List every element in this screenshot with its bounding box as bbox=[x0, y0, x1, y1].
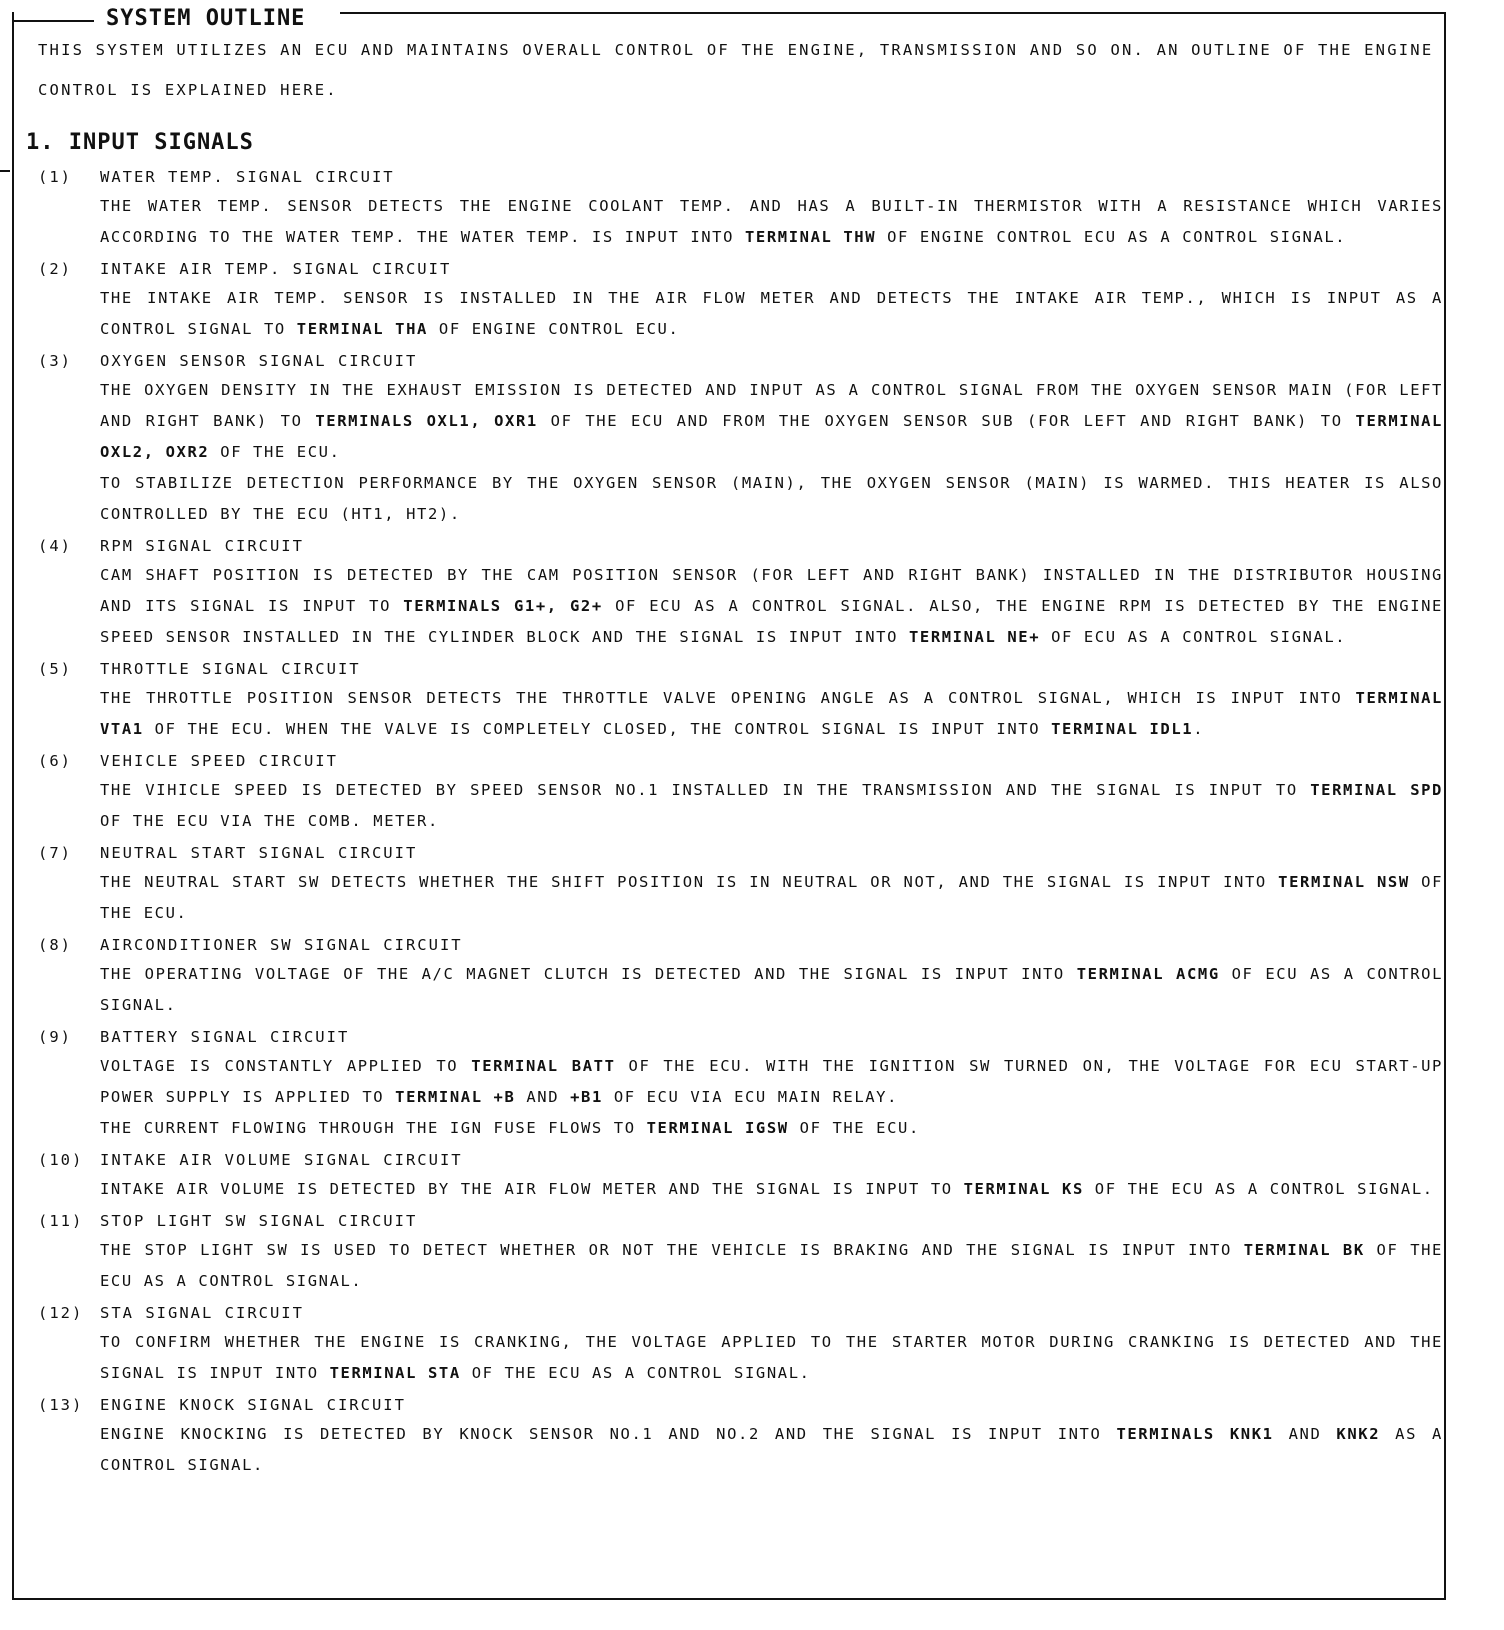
signal-item bbox=[38, 1023, 1443, 1144]
description-text: OF ENGINE CONTROL ECU AS A CONTROL SIGNAL. bbox=[876, 228, 1347, 246]
signal-item-description bbox=[100, 867, 1443, 929]
signal-item-title: INTAKE AIR VOLUME SIGNAL CIRCUIT bbox=[100, 1151, 463, 1169]
signal-item bbox=[38, 931, 1443, 1021]
signal-item-description bbox=[100, 1235, 1443, 1297]
terminal-name: TERMINAL BATT bbox=[471, 1057, 616, 1075]
description-text: OF THE ECU AS A CONTROL SIGNAL. bbox=[1083, 1180, 1434, 1198]
signal-item-heading bbox=[38, 655, 1443, 683]
signal-item-description bbox=[100, 375, 1443, 530]
description-text: THE OXYGEN DENSITY IN THE EXHAUST EMISSION IS DETECTED AND INPUT AS A CONTROL SIGNAL FROM THE OXYGEN SENSOR MAIN (FOR LEFT AND RIGHT BANK) TO bbox=[100, 381, 1443, 430]
description-text: OF ECU AS A CONTROL SIGNAL. bbox=[1040, 628, 1347, 646]
signal-item bbox=[38, 255, 1443, 345]
description-text: THE THROTTLE POSITION SENSOR DETECTS THE THROTTLE VALVE OPENING ANGLE AS A CONTROL SIGNAL, WHICH IS INPUT INTO bbox=[100, 689, 1356, 707]
signal-item-title: INTAKE AIR TEMP. SIGNAL CIRCUIT bbox=[100, 260, 452, 278]
section-title: 1. INPUT SIGNALS bbox=[26, 130, 254, 155]
signal-item-description bbox=[100, 959, 1443, 1021]
signal-item-heading bbox=[38, 255, 1443, 283]
signal-item-title: WATER TEMP. SIGNAL CIRCUIT bbox=[100, 168, 395, 186]
signal-item-number: (12) bbox=[38, 1304, 84, 1322]
signal-item-title: STA SIGNAL CIRCUIT bbox=[100, 1304, 304, 1322]
description-text: AND bbox=[1273, 1425, 1337, 1443]
terminal-name: TERMINAL OXL2, OXR2 bbox=[100, 412, 1443, 461]
description-text: OF THE ECU AS A CONTROL SIGNAL. bbox=[100, 1241, 1443, 1290]
signal-item-heading bbox=[38, 1146, 1443, 1174]
description-text: OF ECU AS A CONTROL SIGNAL. bbox=[100, 965, 1443, 1014]
signal-item-description bbox=[100, 191, 1443, 253]
description-text: INTAKE AIR VOLUME IS DETECTED BY THE AIR FLOW METER AND THE SIGNAL IS INPUT TO bbox=[100, 1180, 964, 1198]
signal-item-number: (6) bbox=[38, 752, 72, 770]
terminal-name: +B1 bbox=[570, 1088, 603, 1106]
description-text: CAM SHAFT POSITION IS DETECTED BY THE CAM POSITION SENSOR (FOR LEFT AND RIGHT BANK) INSTALLED IN THE DISTRIBUTOR HOUSING AND ITS SIGNAL IS INPUT TO bbox=[100, 566, 1443, 615]
terminal-name: TERMINAL ACMG bbox=[1076, 965, 1220, 983]
signal-item bbox=[38, 1207, 1443, 1297]
description-text: OF THE ECU AND FROM THE OXYGEN SENSOR SUB (FOR LEFT AND RIGHT BANK) TO bbox=[537, 412, 1356, 430]
terminal-name: TERMINAL IGSW bbox=[646, 1119, 789, 1137]
signal-item bbox=[38, 839, 1443, 929]
signal-item-number: (8) bbox=[38, 936, 72, 954]
signal-item-number: (3) bbox=[38, 352, 72, 370]
signal-item-heading bbox=[38, 747, 1443, 775]
signal-item-number: (1) bbox=[38, 168, 72, 186]
signal-item-heading bbox=[38, 1207, 1443, 1235]
signal-item bbox=[38, 532, 1443, 653]
description-text: OF THE ECU. bbox=[209, 443, 341, 461]
terminal-name: TERMINAL THA bbox=[296, 320, 428, 338]
description-text: AND bbox=[515, 1088, 571, 1106]
signal-item-heading bbox=[38, 163, 1443, 191]
terminal-name: TERMINAL KS bbox=[963, 1180, 1084, 1198]
signal-item-description bbox=[100, 1051, 1443, 1144]
description-text: TO STABILIZE DETECTION PERFORMANCE BY THE OXYGEN SENSOR (MAIN), THE OXYGEN SENSOR (MAIN) IS WARMED. THIS HEATER IS ALSO CONTROLLED BY THE ECU (HT1, HT2). bbox=[100, 474, 1443, 523]
terminal-name: TERMINALS KNK1 bbox=[1116, 1425, 1274, 1443]
signal-item-description bbox=[100, 1419, 1443, 1481]
description-text: VOLTAGE IS CONSTANTLY APPLIED TO bbox=[100, 1057, 472, 1075]
signal-item bbox=[38, 163, 1443, 253]
signal-item-description bbox=[100, 775, 1443, 837]
description-text: THE VIHICLE SPEED IS DETECTED BY SPEED SENSOR NO.1 INSTALLED IN THE TRANSMISSION AND THE SIGNAL IS INPUT TO bbox=[100, 781, 1311, 799]
signal-item bbox=[38, 747, 1443, 837]
signal-item bbox=[38, 347, 1443, 530]
input-signals-list bbox=[38, 163, 1443, 1483]
signal-item-description bbox=[100, 560, 1443, 653]
description-text: THE STOP LIGHT SW IS USED TO DETECT WHETHER OR NOT THE VEHICLE IS BRAKING AND THE SIGNAL IS INPUT INTO bbox=[100, 1241, 1244, 1259]
description-text: OF THE ECU AS A CONTROL SIGNAL. bbox=[460, 1364, 811, 1382]
description-text: THE NEUTRAL START SW DETECTS WHETHER THE SHIFT POSITION IS IN NEUTRAL OR NOT, AND THE SIGNAL IS INPUT INTO bbox=[100, 873, 1279, 891]
signal-item bbox=[38, 655, 1443, 745]
signal-item-title: STOP LIGHT SW SIGNAL CIRCUIT bbox=[100, 1212, 418, 1230]
description-text: . bbox=[1193, 720, 1205, 738]
description-text: OF ENGINE CONTROL ECU. bbox=[427, 320, 680, 338]
signal-item-title: NEUTRAL START SIGNAL CIRCUIT bbox=[100, 844, 418, 862]
signal-item bbox=[38, 1146, 1443, 1205]
terminal-name: TERMINAL NSW bbox=[1278, 873, 1410, 891]
terminal-name: TERMINAL +B bbox=[395, 1088, 516, 1106]
signal-item-title: VEHICLE SPEED CIRCUIT bbox=[100, 752, 338, 770]
signal-item-description bbox=[100, 1174, 1443, 1205]
signal-item-heading bbox=[38, 1299, 1443, 1327]
margin-mark bbox=[0, 170, 10, 172]
signal-item-heading bbox=[38, 1023, 1443, 1051]
signal-item-heading bbox=[38, 347, 1443, 375]
description-text: THE WATER TEMP. SENSOR DETECTS THE ENGINE COOLANT TEMP. AND HAS A BUILT-IN THERMISTOR WITH A RESISTANCE WHICH VARIES ACCORDING TO THE WATER TEMP. THE WATER TEMP. IS INPUT INTO bbox=[100, 197, 1443, 246]
terminal-name: TERMINAL VTA1 bbox=[100, 689, 1443, 738]
terminal-name: TERMINAL IDL1 bbox=[1051, 720, 1194, 738]
signal-item-heading bbox=[38, 931, 1443, 959]
signal-item-number: (4) bbox=[38, 537, 72, 555]
signal-item-number: (10) bbox=[38, 1151, 84, 1169]
signal-item bbox=[38, 1391, 1443, 1481]
signal-item-description bbox=[100, 683, 1443, 745]
title-rule-right bbox=[340, 12, 1444, 14]
signal-item-heading bbox=[38, 839, 1443, 867]
description-text: THE INTAKE AIR TEMP. SENSOR IS INSTALLED IN THE AIR FLOW METER AND DETECTS THE INTAKE AIR TEMP., WHICH IS INPUT AS A CONTROL SIGNAL TO bbox=[100, 289, 1443, 338]
signal-item-title: ENGINE KNOCK SIGNAL CIRCUIT bbox=[100, 1396, 406, 1414]
description-text: OF THE ECU VIA THE COMB. METER. bbox=[100, 812, 439, 830]
terminal-name: TERMINAL NE+ bbox=[908, 628, 1041, 646]
description-text: OF THE ECU. bbox=[100, 873, 1443, 922]
terminal-name: TERMINAL THW bbox=[744, 228, 877, 246]
terminal-name: TERMINALS G1+, G2+ bbox=[403, 597, 603, 615]
signal-item-title: OXYGEN SENSOR SIGNAL CIRCUIT bbox=[100, 352, 418, 370]
description-text: OF ECU VIA ECU MAIN RELAY. bbox=[602, 1088, 899, 1106]
signal-item-number: (13) bbox=[38, 1396, 84, 1414]
signal-item-title: THROTTLE SIGNAL CIRCUIT bbox=[100, 660, 361, 678]
system-outline-title: SYSTEM OUTLINE bbox=[106, 6, 306, 31]
signal-item-heading bbox=[38, 1391, 1443, 1419]
intro-paragraph: THIS SYSTEM UTILIZES AN ECU AND MAINTAINS OVERALL CONTROL OF THE ENGINE, TRANSMISSION AND SO ON. AN OUTLINE OF THE ENGINE CONTROL IS EXPLAINED HERE. bbox=[38, 41, 1434, 99]
signal-item-number: (9) bbox=[38, 1028, 72, 1046]
terminal-name: TERMINAL STA bbox=[329, 1364, 461, 1382]
terminal-name: KNK2 bbox=[1336, 1425, 1381, 1443]
description-text: OF THE ECU. WITH THE IGNITION SW TURNED ON, THE VOLTAGE FOR ECU START-UP POWER SUPPLY IS APPLIED TO bbox=[100, 1057, 1443, 1106]
description-text: THE CURRENT FLOWING THROUGH THE IGN FUSE FLOWS TO bbox=[100, 1119, 647, 1137]
description-text: THE OPERATING VOLTAGE OF THE A/C MAGNET CLUTCH IS DETECTED AND THE SIGNAL IS INPUT INTO bbox=[100, 965, 1077, 983]
signal-item-number: (5) bbox=[38, 660, 72, 678]
signal-item-title: BATTERY SIGNAL CIRCUIT bbox=[100, 1028, 350, 1046]
description-text: AS A CONTROL SIGNAL. bbox=[100, 1425, 1443, 1474]
signal-item-number: (2) bbox=[38, 260, 72, 278]
description-text: TO CONFIRM WHETHER THE ENGINE IS CRANKING, THE VOLTAGE APPLIED TO THE STARTER MOTOR DURING CRANKING IS DETECTED AND THE SIGNAL IS INPUT INTO bbox=[100, 1333, 1443, 1382]
signal-item-number: (7) bbox=[38, 844, 72, 862]
signal-item-description bbox=[100, 283, 1443, 345]
signal-item-number: (11) bbox=[38, 1212, 84, 1230]
description-text: OF THE ECU. WHEN THE VALVE IS COMPLETELY CLOSED, THE CONTROL SIGNAL IS INPUT INTO bbox=[143, 720, 1052, 738]
signal-item-description bbox=[100, 1327, 1443, 1389]
terminal-name: TERMINAL SPD bbox=[1310, 781, 1443, 799]
description-text: OF THE ECU. bbox=[788, 1119, 920, 1137]
description-text: OF ECU AS A CONTROL SIGNAL. ALSO, THE ENGINE RPM IS DETECTED BY THE ENGINE SPEED SENSOR INSTALLED IN THE CYLINDER BLOCK AND THE SIGNAL IS INPUT INTO bbox=[100, 597, 1443, 646]
signal-item bbox=[38, 1299, 1443, 1389]
signal-item-title: RPM SIGNAL CIRCUIT bbox=[100, 537, 304, 555]
description-text: ENGINE KNOCKING IS DETECTED BY KNOCK SENSOR NO.1 AND NO.2 AND THE SIGNAL IS INPUT INTO bbox=[100, 1425, 1117, 1443]
signal-item-title: AIRCONDITIONER SW SIGNAL CIRCUIT bbox=[100, 936, 463, 954]
title-rule-left bbox=[12, 20, 94, 22]
terminal-name: TERMINAL BK bbox=[1243, 1241, 1365, 1259]
signal-item-heading bbox=[38, 532, 1443, 560]
terminal-name: TERMINALS OXL1, OXR1 bbox=[315, 412, 538, 430]
